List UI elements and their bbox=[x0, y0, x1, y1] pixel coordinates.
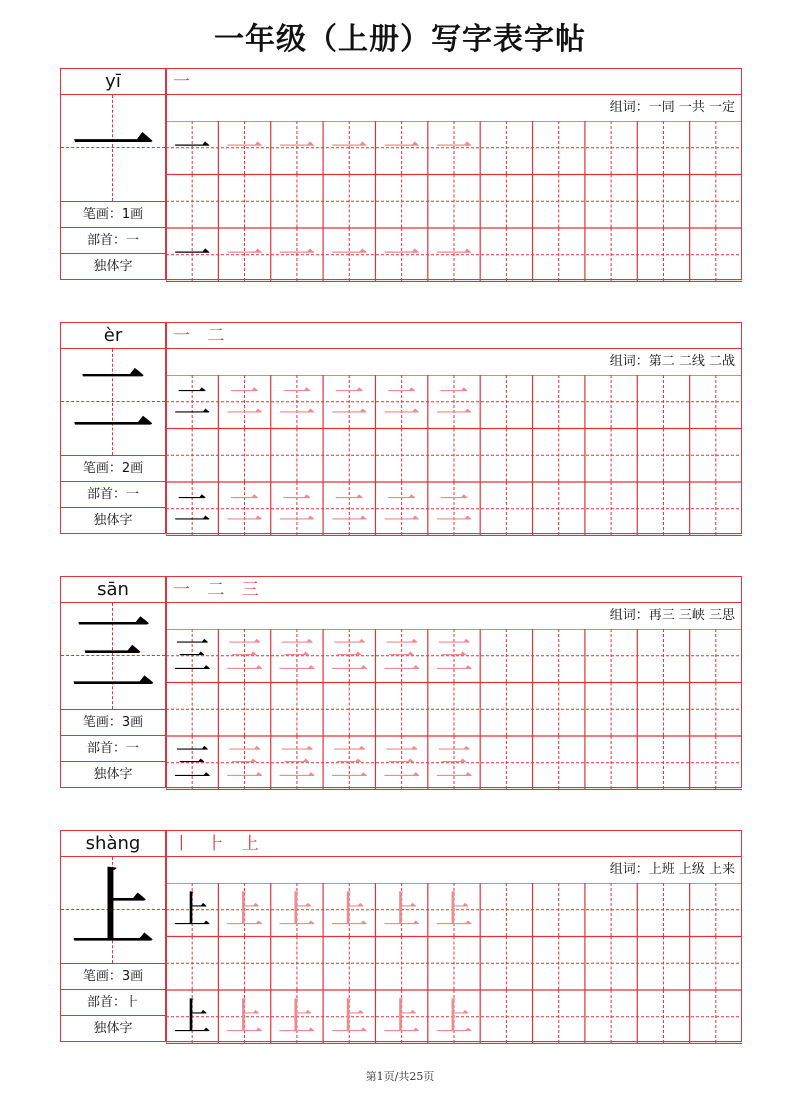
trace-character: 三 bbox=[330, 740, 369, 785]
trace-character: 上 bbox=[225, 887, 264, 932]
pinyin-label: èr bbox=[61, 323, 165, 349]
model-character-box bbox=[61, 603, 165, 710]
structure: 独体字 bbox=[93, 259, 133, 274]
trace-character: 一 bbox=[277, 232, 316, 277]
stroke-count: 笔画：2画 bbox=[61, 456, 165, 482]
model-character-box bbox=[61, 349, 165, 456]
model-character-box bbox=[61, 95, 165, 202]
radical: 部首：一 bbox=[61, 736, 165, 762]
trace-character: 二 bbox=[382, 486, 421, 531]
trace-character: 上 bbox=[277, 994, 316, 1039]
trace-character: 上 bbox=[330, 994, 369, 1039]
trace-character: 三 bbox=[225, 633, 264, 678]
trace-character: 二 bbox=[277, 379, 316, 424]
trace-character: 上 bbox=[434, 887, 474, 932]
trace-character: 二 bbox=[225, 379, 264, 424]
model-character: 三 bbox=[70, 605, 156, 705]
trace-character: 一 bbox=[434, 125, 474, 170]
trace-character: 一 bbox=[330, 232, 369, 277]
sample-character: 三 bbox=[173, 633, 212, 678]
trace-character: 上 bbox=[382, 887, 421, 932]
trace-character: 上 bbox=[225, 994, 264, 1039]
trace-character: 一 bbox=[225, 125, 264, 170]
stroke-order: 一 二 bbox=[173, 326, 231, 346]
word-examples: 组词：再三 三峡 三思 bbox=[609, 608, 735, 623]
pinyin-label: sān bbox=[61, 577, 165, 603]
trace-character: 三 bbox=[225, 740, 264, 785]
radical: 部首：一 bbox=[61, 482, 165, 508]
structure: 独体字 bbox=[93, 1021, 133, 1036]
word-examples: 组词：上班 上级 上来 bbox=[609, 862, 735, 877]
practice-grid[interactable] bbox=[166, 375, 742, 536]
practice-grid[interactable] bbox=[166, 121, 742, 282]
trace-character: 上 bbox=[330, 887, 369, 932]
sample-character: 二 bbox=[173, 379, 212, 424]
sample-character: 一 bbox=[173, 125, 212, 170]
trace-character: 二 bbox=[330, 379, 369, 424]
page-footer: 第1页/共25页 bbox=[365, 1070, 435, 1083]
pinyin-label: shàng bbox=[61, 831, 165, 857]
sample-character: 上 bbox=[173, 887, 212, 932]
trace-character: 三 bbox=[434, 633, 474, 678]
trace-character: 一 bbox=[330, 125, 369, 170]
stroke-order: 一 bbox=[173, 72, 196, 92]
trace-character: 一 bbox=[382, 232, 421, 277]
trace-character: 三 bbox=[382, 633, 421, 678]
stroke-order: 丨 ⺊ 上 bbox=[173, 834, 265, 854]
sample-character: 三 bbox=[173, 740, 212, 785]
trace-character: 一 bbox=[434, 232, 474, 277]
model-character-box bbox=[61, 857, 165, 964]
trace-character: 二 bbox=[225, 486, 264, 531]
trace-character: 三 bbox=[434, 740, 474, 785]
structure: 独体字 bbox=[93, 513, 133, 528]
page-title: 一年级（上册）写字表字帖 bbox=[214, 22, 586, 57]
trace-character: 二 bbox=[382, 379, 421, 424]
word-examples: 组词：第二 二线 二战 bbox=[609, 354, 735, 369]
radical: 部首：一 bbox=[61, 228, 165, 254]
sample-character: 一 bbox=[173, 232, 212, 277]
trace-character: 一 bbox=[225, 232, 264, 277]
character-block-1 bbox=[60, 68, 742, 280]
stroke-count: 笔画：3画 bbox=[61, 710, 165, 736]
model-character: 上 bbox=[70, 859, 156, 959]
trace-character: 二 bbox=[434, 486, 474, 531]
trace-character: 上 bbox=[382, 994, 421, 1039]
model-character: 一 bbox=[70, 97, 156, 197]
character-block-3 bbox=[60, 576, 742, 788]
radical: 部首：⺊ bbox=[61, 990, 165, 1016]
trace-character: 三 bbox=[277, 633, 316, 678]
trace-character: 三 bbox=[277, 740, 316, 785]
stroke-order: 一 二 三 bbox=[173, 580, 265, 600]
stroke-count: 笔画：1画 bbox=[61, 202, 165, 228]
trace-character: 上 bbox=[277, 887, 316, 932]
pinyin-label: yī bbox=[61, 69, 165, 95]
sample-character: 上 bbox=[173, 994, 212, 1039]
trace-character: 三 bbox=[382, 740, 421, 785]
practice-grid[interactable] bbox=[166, 629, 742, 790]
trace-character: 二 bbox=[330, 486, 369, 531]
trace-character: 一 bbox=[277, 125, 316, 170]
trace-character: 二 bbox=[434, 379, 474, 424]
trace-character: 二 bbox=[277, 486, 316, 531]
model-character: 二 bbox=[70, 351, 156, 451]
practice-grid[interactable] bbox=[166, 883, 742, 1044]
trace-character: 一 bbox=[382, 125, 421, 170]
word-examples: 组词：一同 一共 一定 bbox=[609, 100, 735, 115]
structure: 独体字 bbox=[93, 767, 133, 782]
character-block-4 bbox=[60, 830, 742, 1042]
trace-character: 三 bbox=[330, 633, 369, 678]
character-block-2 bbox=[60, 322, 742, 534]
stroke-count: 笔画：3画 bbox=[61, 964, 165, 990]
sample-character: 二 bbox=[173, 486, 212, 531]
trace-character: 上 bbox=[434, 994, 474, 1039]
